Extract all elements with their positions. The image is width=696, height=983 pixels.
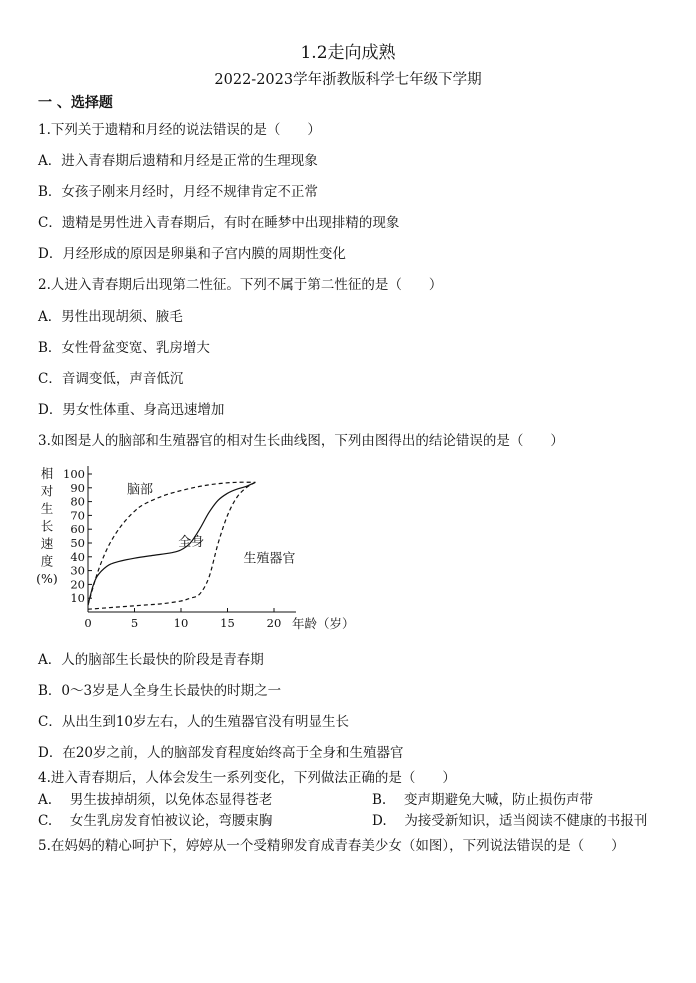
question-2-option-d: D．男女性体重、身高迅速增加 <box>38 402 225 418</box>
x-tick-label: 20 <box>266 616 282 630</box>
y-axis-label-char: 相 <box>40 466 54 481</box>
page-title: 1.2走向成熟 <box>300 43 396 63</box>
question-5-stem: 5.在妈妈的精心呵护下，婷婷从一个受精卵发育成青春美少女（如图），下列说法错误的是（ ） <box>38 838 625 854</box>
question-4-option-d: D. 为接受新知识，适当阅读不健康的书报刊 <box>372 813 648 829</box>
question-4-option-a: A. 男生拔掉胡须，以免体态显得苍老 <box>38 792 273 808</box>
question-4-option-b: B. 变声期避免大喊，防止损伤声带 <box>372 792 594 808</box>
question-2-stem: 2.人进入青春期后出现第二性征。下列不属于第二性征的是（ ） <box>38 277 443 293</box>
question-1-option-c: C．遗精是男性进入青春期后，有时在睡梦中出现排精的现象 <box>38 215 400 231</box>
question-2-option-b: B．女性骨盆变宽、乳房增大 <box>38 340 210 356</box>
series-line-3 <box>88 482 255 609</box>
series-label-3: 生殖器官 <box>243 551 296 567</box>
y-tick-label: 20 <box>70 577 85 592</box>
section-heading: 一 、选择题 <box>38 95 113 111</box>
x-axis-label: 年龄（岁） <box>292 616 355 631</box>
series-label-1: 脑部 <box>127 482 154 498</box>
question-2-option-c: C．音调变低，声音低沉 <box>38 371 184 387</box>
x-tick-label: 15 <box>220 616 235 630</box>
y-axis-label-char: 速 <box>40 536 54 551</box>
question-3-option-d: D．在20岁之前，人的脑部发育程度始终高于全身和生殖器官 <box>38 745 404 761</box>
question-1-option-d: D．月经形成的原因是卵巢和子宫内膜的周期性变化 <box>38 246 346 262</box>
x-tick-label: 5 <box>130 616 139 630</box>
y-axis-label-char: 长 <box>40 518 54 534</box>
question-3-stem: 3.如图是人的脑部和生殖器官的相对生长曲线图，下列由图得出的结论错误的是（ ） <box>38 433 564 449</box>
question-2-option-a: A．男性出现胡须、腋毛 <box>38 309 183 325</box>
y-tick-label: 80 <box>70 494 85 509</box>
y-axis-label-char: (%) <box>36 571 58 586</box>
question-3-option-a: A．人的脑部生长最快的阶段是青春期 <box>38 652 264 668</box>
question-1-option-b: B．女孩子刚来月经时，月经不规律肯定不正常 <box>38 184 318 200</box>
y-tick-label: 90 <box>70 480 85 495</box>
y-tick-label: 100 <box>63 467 85 481</box>
y-axis-label-char: 度 <box>40 553 54 569</box>
y-tick-label: 10 <box>70 591 85 606</box>
question-1-option-a: A．进入青春期后遗精和月经是正常的生理现象 <box>38 153 318 169</box>
y-tick-label: 40 <box>70 549 85 564</box>
series-label-2: 全身 <box>178 534 205 550</box>
question-3-option-c: C．从出生到10岁左右，人的生殖器官没有明显生长 <box>38 714 350 730</box>
question-1-stem: 1.下列关于遗精和月经的说法错误的是（ ） <box>38 122 321 138</box>
x-tick-label: 0 <box>84 616 92 630</box>
question-4-stem: 4.进入青春期后，人体会发生一系列变化，下列做法正确的是（ ） <box>38 770 456 786</box>
growth-curve-chart <box>30 460 360 640</box>
x-tick-label: 10 <box>173 616 189 630</box>
y-tick-label: 30 <box>70 563 85 578</box>
y-tick-label: 50 <box>70 536 85 550</box>
question-4-option-c: C. 女生乳房发育怕被议论，弯腰束胸 <box>38 813 273 829</box>
series-line-1 <box>88 482 255 605</box>
series-line-2 <box>88 482 255 605</box>
y-axis-label-char: 对 <box>40 483 54 499</box>
y-tick-label: 60 <box>70 522 85 537</box>
y-tick-label: 70 <box>70 508 85 523</box>
page-subtitle: 2022-2023学年浙教版科学七年级下学期 <box>214 72 482 88</box>
y-axis-label-char: 生 <box>40 501 54 516</box>
question-3-option-b: B．0～3岁是人全身生长最快的时期之一 <box>38 683 282 699</box>
